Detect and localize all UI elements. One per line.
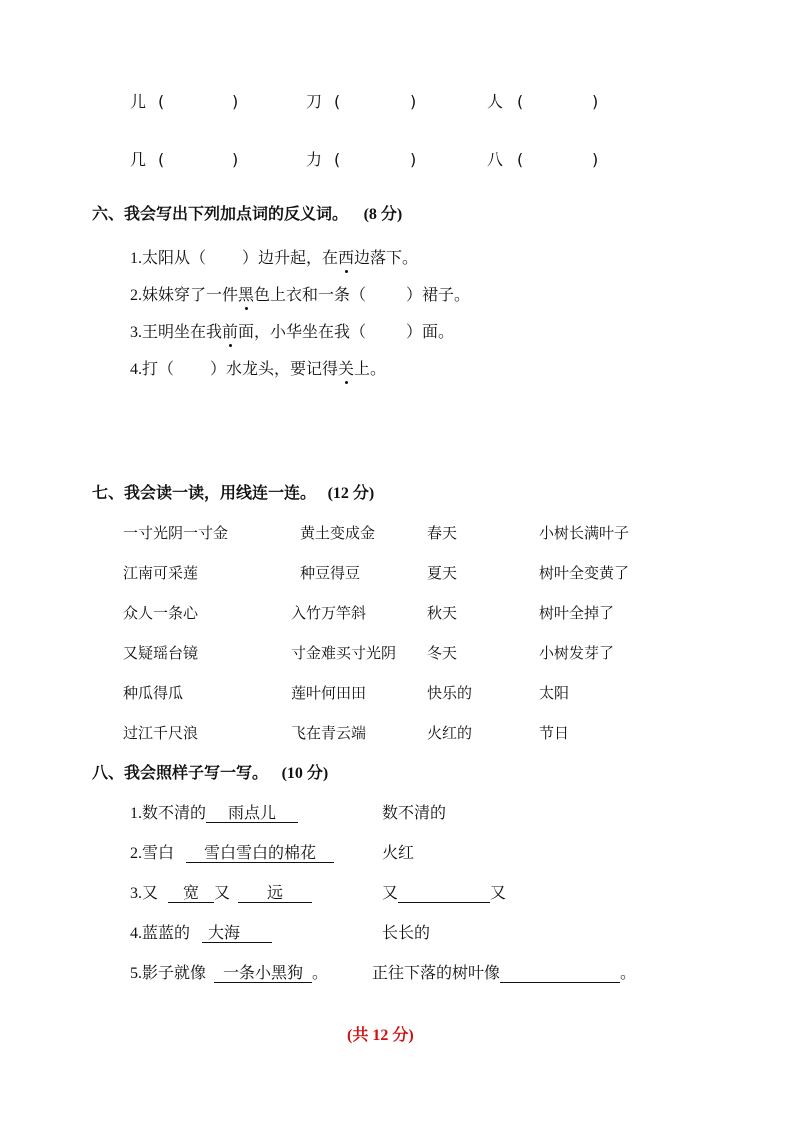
example-answer: 大海: [202, 923, 272, 943]
example-answer: 远: [238, 883, 312, 903]
match-item[interactable]: 又疑瑶台镜: [123, 644, 199, 662]
antonym-item-4: 4.打（ ）水龙头，要记得关上。: [130, 359, 387, 378]
match-item[interactable]: 小树发芽了: [539, 644, 615, 662]
antonym-item-1: 1.太阳从（ ）边升起，在西边落下。: [130, 248, 419, 267]
section-8-heading: [92, 762, 328, 785]
paren-close: ): [410, 92, 417, 111]
dotted-char: 前: [222, 322, 239, 341]
match-item[interactable]: 众人一条心: [123, 604, 199, 622]
pattern-item-5-task: 正往下落的树叶像 。: [372, 963, 637, 982]
match-item[interactable]: 小树长满叶子: [539, 524, 630, 542]
char-item: 力: [306, 150, 323, 169]
example-answer: 宽: [168, 883, 214, 903]
pattern-item-3-example: 3.又 宽 又 远: [130, 883, 312, 904]
match-item[interactable]: 种豆得豆: [300, 564, 361, 582]
pattern-item-4-task: 长长的: [382, 923, 431, 942]
match-item[interactable]: 江南可采莲: [123, 564, 199, 582]
char-item: 人: [487, 92, 504, 111]
pattern-item-1-task: 数不清的: [382, 803, 447, 822]
section-7-title: 七、我会读一读，用线连一连。: [92, 483, 317, 502]
dotted-char: 西: [338, 248, 355, 267]
pattern-item-2-example: 2.雪白 雪白雪白的棉花: [130, 843, 334, 864]
section-7-points: (12 分): [327, 485, 375, 502]
match-item[interactable]: 快乐的: [427, 684, 473, 702]
match-item[interactable]: 秋天: [427, 604, 458, 622]
antonym-item-3: 3.王明坐在我前面，小华坐在我（ ）面。: [130, 322, 455, 341]
paren-open: (: [334, 92, 341, 111]
section-6-title: 六、我会写出下列加点词的反义词。: [92, 204, 349, 223]
match-item[interactable]: 飞在青云端: [291, 724, 367, 742]
char-item: 几: [130, 150, 147, 169]
section-7-heading: [92, 482, 374, 505]
paren-close: ): [410, 150, 417, 169]
paren-close: ): [592, 92, 599, 111]
section-8-points: (10 分): [281, 765, 329, 782]
answer-blank[interactable]: [398, 883, 490, 903]
char-item: 八: [487, 150, 504, 169]
total-points: (共 12 分): [347, 1027, 414, 1044]
example-answer: 雨点儿: [206, 803, 298, 823]
match-item[interactable]: 树叶全变黄了: [539, 564, 630, 582]
match-item[interactable]: 火红的: [427, 724, 473, 742]
paren-close: ): [232, 150, 239, 169]
pattern-item-4-example: 4.蓝蓝的 大海: [130, 923, 272, 944]
match-item[interactable]: 冬天: [427, 644, 458, 662]
match-item[interactable]: 种瓜得瓜: [123, 684, 184, 702]
paren-open: (: [517, 150, 524, 169]
pattern-item-1-example: 1.数不清的 雨点儿: [130, 803, 298, 824]
answer-blank[interactable]: [500, 963, 620, 983]
example-answer: 雪白雪白的棉花: [186, 843, 334, 863]
section-8-title: 八、我会照样子写一写。: [92, 763, 269, 782]
match-item[interactable]: 春天: [427, 524, 458, 542]
pattern-item-5-example: 5.影子就像 一条小黑狗 。: [130, 963, 329, 982]
section-6-heading: [92, 203, 402, 226]
match-item[interactable]: 夏天: [427, 564, 458, 582]
match-item[interactable]: 寸金难买寸光阴: [291, 644, 397, 662]
paren-close: ): [232, 92, 239, 111]
paren-open: (: [158, 150, 165, 169]
dotted-char: 关: [338, 359, 355, 378]
pattern-item-2-task: 火红: [382, 843, 415, 862]
paren-open: (: [158, 92, 165, 111]
match-item[interactable]: 太阳: [539, 684, 570, 702]
match-item[interactable]: 莲叶何田田: [291, 684, 367, 702]
antonym-item-2: 2.妹妹穿了一件黑色上衣和一条（ ）裙子。: [130, 285, 471, 304]
char-item: 刀: [306, 92, 323, 111]
paren-open: (: [517, 92, 524, 111]
char-item: 儿: [130, 92, 147, 111]
match-item[interactable]: 入竹万竿斜: [291, 604, 367, 622]
match-item[interactable]: 过江千尺浪: [123, 724, 199, 742]
paren-close: ): [592, 150, 599, 169]
section-6-points: (8 分): [363, 206, 403, 223]
match-item[interactable]: 一寸光阴一寸金: [123, 524, 229, 542]
dotted-char: 黑: [238, 285, 255, 304]
match-item[interactable]: 树叶全掉了: [539, 604, 615, 622]
match-item[interactable]: 节日: [539, 724, 570, 742]
match-item[interactable]: 黄土变成金: [300, 524, 376, 542]
example-answer: 一条小黑狗: [214, 963, 312, 983]
paren-open: (: [334, 150, 341, 169]
pattern-item-3-task: 又 又: [382, 883, 507, 902]
